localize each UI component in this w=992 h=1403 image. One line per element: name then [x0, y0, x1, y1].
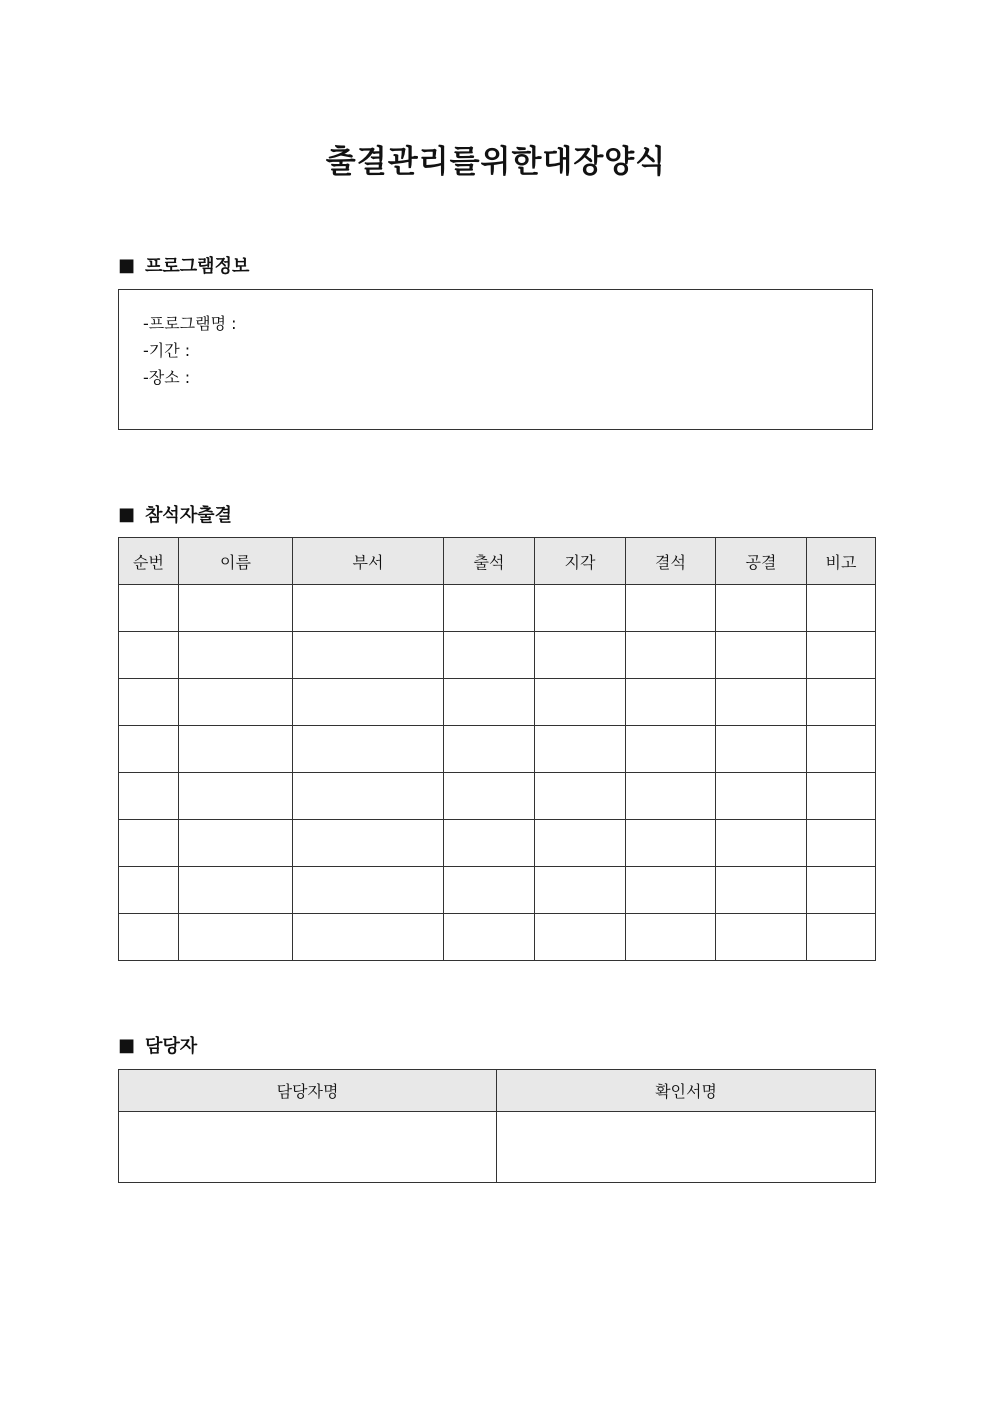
table-cell[interactable]	[293, 679, 444, 726]
table-cell[interactable]	[119, 820, 179, 867]
table-cell[interactable]	[444, 773, 535, 820]
section-title: 담당자	[145, 1036, 198, 1057]
column-header: 결석	[626, 538, 716, 585]
table-cell[interactable]	[119, 914, 179, 961]
table-cell[interactable]	[179, 679, 293, 726]
section-title: 프로그램정보	[145, 256, 250, 277]
square-bullet-icon: ■	[118, 1034, 136, 1056]
table-row	[119, 679, 876, 726]
table-cell[interactable]	[179, 773, 293, 820]
table-cell[interactable]	[626, 679, 716, 726]
table-cell[interactable]	[293, 726, 444, 773]
table-cell[interactable]	[626, 914, 716, 961]
table-cell[interactable]	[119, 773, 179, 820]
table-cell[interactable]	[179, 726, 293, 773]
table-cell[interactable]	[179, 867, 293, 914]
attendance-table	[118, 537, 876, 961]
table-row	[119, 867, 876, 914]
location-line: -장소 :	[143, 368, 191, 387]
table-cell[interactable]	[119, 867, 179, 914]
table-cell[interactable]	[179, 820, 293, 867]
table-cell[interactable]	[807, 726, 876, 773]
table-cell[interactable]	[716, 632, 807, 679]
table-cell[interactable]	[444, 679, 535, 726]
table-cell[interactable]	[626, 726, 716, 773]
table-row	[119, 1112, 876, 1183]
table-cell[interactable]	[444, 820, 535, 867]
table-cell[interactable]	[444, 585, 535, 632]
column-header: 공결	[716, 538, 807, 585]
table-cell[interactable]	[293, 820, 444, 867]
section-title: 참석자출결	[145, 505, 232, 526]
table-cell[interactable]	[535, 820, 626, 867]
table-cell[interactable]	[119, 632, 179, 679]
section-heading-program-info	[118, 252, 249, 278]
table-cell[interactable]	[807, 914, 876, 961]
table-cell[interactable]	[179, 632, 293, 679]
table-cell[interactable]	[179, 914, 293, 961]
column-header: 출석	[444, 538, 535, 585]
table-cell[interactable]	[807, 773, 876, 820]
table-cell[interactable]	[293, 914, 444, 961]
table-row	[119, 914, 876, 961]
table-cell[interactable]	[535, 867, 626, 914]
table-cell[interactable]	[716, 914, 807, 961]
table-cell[interactable]	[444, 726, 535, 773]
table-cell[interactable]	[535, 679, 626, 726]
table-header-row	[119, 1070, 876, 1112]
table-cell[interactable]	[626, 632, 716, 679]
table-cell[interactable]	[119, 585, 179, 632]
table-cell[interactable]	[716, 679, 807, 726]
table-cell[interactable]	[716, 773, 807, 820]
program-name-line: -프로그램명 :	[143, 314, 237, 333]
manager-name-cell[interactable]	[119, 1112, 497, 1183]
table-cell[interactable]	[626, 773, 716, 820]
square-bullet-icon: ■	[118, 254, 136, 276]
table-cell[interactable]	[716, 820, 807, 867]
table-cell[interactable]	[807, 867, 876, 914]
column-header: 지각	[535, 538, 626, 585]
table-row	[119, 726, 876, 773]
table-cell[interactable]	[807, 820, 876, 867]
signature-cell[interactable]	[497, 1112, 876, 1183]
table-cell[interactable]	[293, 867, 444, 914]
column-header: 담당자명	[119, 1070, 497, 1112]
table-cell[interactable]	[716, 585, 807, 632]
table-cell[interactable]	[444, 867, 535, 914]
table-header-row	[119, 538, 876, 585]
column-header: 비고	[807, 538, 876, 585]
table-cell[interactable]	[535, 914, 626, 961]
table-cell[interactable]	[807, 679, 876, 726]
table-cell[interactable]	[626, 820, 716, 867]
page-title: 출결관리를위한대장양식	[325, 144, 667, 180]
table-cell[interactable]	[716, 726, 807, 773]
table-cell[interactable]	[807, 585, 876, 632]
column-header: 부서	[293, 538, 444, 585]
manager-table	[118, 1069, 876, 1183]
table-cell[interactable]	[807, 632, 876, 679]
column-header: 확인서명	[497, 1070, 876, 1112]
table-cell[interactable]	[119, 726, 179, 773]
table-row	[119, 820, 876, 867]
table-cell[interactable]	[293, 585, 444, 632]
table-cell[interactable]	[535, 585, 626, 632]
program-info-box	[118, 289, 873, 430]
table-cell[interactable]	[535, 632, 626, 679]
square-bullet-icon: ■	[118, 503, 136, 525]
table-cell[interactable]	[535, 773, 626, 820]
table-row	[119, 773, 876, 820]
table-cell[interactable]	[444, 632, 535, 679]
table-row	[119, 632, 876, 679]
table-cell[interactable]	[179, 585, 293, 632]
table-cell[interactable]	[293, 632, 444, 679]
table-cell[interactable]	[444, 914, 535, 961]
table-row	[119, 585, 876, 632]
table-cell[interactable]	[293, 773, 444, 820]
table-cell[interactable]	[716, 867, 807, 914]
table-cell[interactable]	[119, 679, 179, 726]
table-cell[interactable]	[626, 867, 716, 914]
period-line: -기간 :	[143, 341, 191, 360]
column-header: 이름	[179, 538, 293, 585]
table-cell[interactable]	[535, 726, 626, 773]
section-heading-attendance	[118, 501, 232, 527]
column-header: 순번	[119, 538, 179, 585]
table-cell[interactable]	[626, 585, 716, 632]
section-heading-manager	[118, 1032, 197, 1058]
